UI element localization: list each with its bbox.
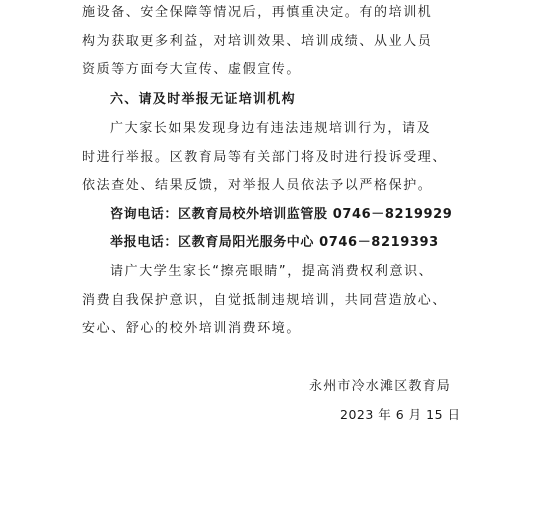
consult-phone: 咨询电话：区教育局校外培训监管股 0746－8219929	[110, 207, 453, 222]
paragraph-line: 消费自我保护意识，自觉抵制违规培训，共同营造放心、	[82, 293, 448, 308]
paragraph-line: 资质等方面夸大宣传、虚假宣传。	[82, 62, 302, 77]
paragraph-line: 时进行举报。区教育局等有关部门将及时进行投诉受理、	[82, 150, 448, 165]
signature-org: 永州市冷水滩区教育局	[309, 379, 452, 394]
section-heading: 六、请及时举报无证培训机构	[110, 92, 296, 107]
signature-date: 2023 年 6 月 15 日	[340, 407, 461, 422]
report-phone: 举报电话：区教育局阳光服务中心 0746－8219393	[110, 235, 439, 250]
paragraph-line: 依法查处、结果反馈，对举报人员依法予以严格保护。	[82, 178, 433, 193]
paragraph-line: 请广大学生家长“擦亮眼睛”，提高消费权利意识、	[110, 264, 434, 279]
paragraph-line: 构为获取更多利益，对培训效果、培训成绩、从业人员	[82, 34, 433, 49]
paragraph-line: 安心、舒心的校外培训消费环境。	[82, 321, 302, 336]
paragraph-line: 广大家长如果发现身边有违法违规培训行为，请及	[110, 121, 432, 136]
paragraph-line: 施设备、安全保障等情况后，再慎重决定。有的培训机	[82, 5, 433, 20]
